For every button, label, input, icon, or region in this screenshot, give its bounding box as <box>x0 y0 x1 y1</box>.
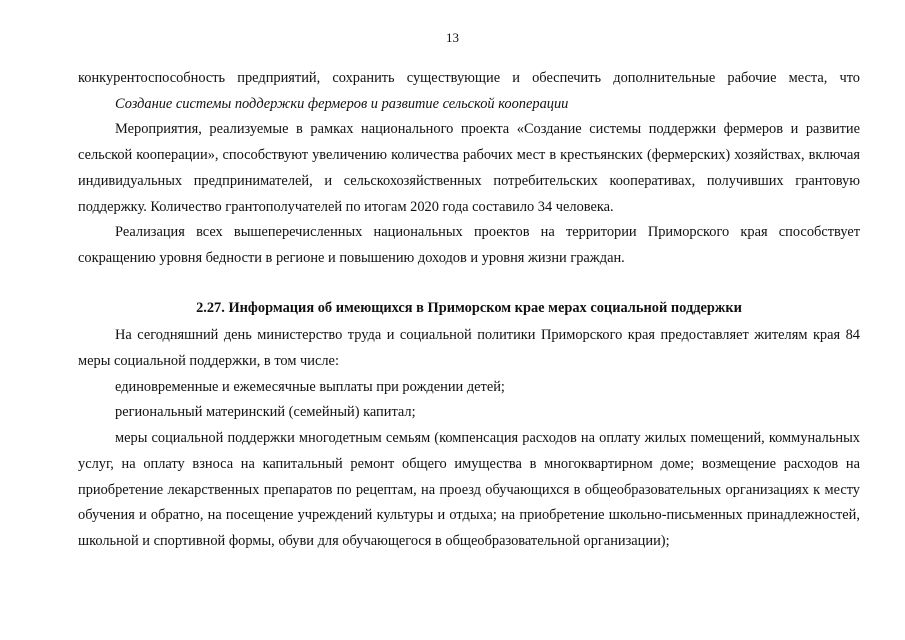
paragraph-social-support: На сегодняшний день министерство труда и социальной политики Приморского края предоставляет жителям края 84 меры социальной поддержки, в том числе: <box>78 327 860 370</box>
list-item: единовременные и ежемесячные выплаты при рождении детей; <box>115 378 505 395</box>
list-item: меры социальной поддержки многодетным семьям (компенсация расходов на оплату жилых помещений, коммунальных услуг, на оплату взноса на капитальный ремонт общего имущества в многоквартирном доме; возмещение расходов на приобретение лекарственных препаратов по рецептам, на проезд обучающихся в общеобразовательных организациях к месту обучения и обратно, на посещение учреждений культуры и отдыха; на приобретение школьно-письменных принадлежностей, школьной и спортивной формы, обуви для обучающегося в общеобразовательной организации); <box>78 430 860 549</box>
document-body <box>78 66 860 555</box>
paragraph-farmers-project: Мероприятия, реализуемые в рамках национального проекта «Создание системы поддержки фермеров и развитие сельской кооперации», способствуют увеличению количества рабочих мест в крестьянских (фермерских) хозяйствах, включая индивидуальных предпринимателей, и сельскохозяйственных потребительских кооперативах, получивших грантовую поддержку. Количество грантополучателей по итогам 2020 года составило 34 человека. <box>78 121 860 215</box>
section-subtitle-farmers: Создание системы поддержки фермеров и развитие сельской кооперации <box>115 95 569 112</box>
list-item: региональный материнский (семейный) капитал; <box>115 404 416 421</box>
paragraph-national-projects: Реализация всех вышеперечисленных национальных проектов на территории Приморского края способствует сокращению уровня бедности в регионе и повышению доходов и уровня жизни граждан. <box>78 224 860 266</box>
page-number: 13 <box>446 30 459 45</box>
paragraph-continuation: конкурентоспособность предприятий, сохранить существующие и обеспечить дополнительные рабочие места, что <box>78 70 860 86</box>
section-heading: 2.27. Информация об имеющихся в Приморском крае мерах социальной поддержки <box>196 299 742 316</box>
